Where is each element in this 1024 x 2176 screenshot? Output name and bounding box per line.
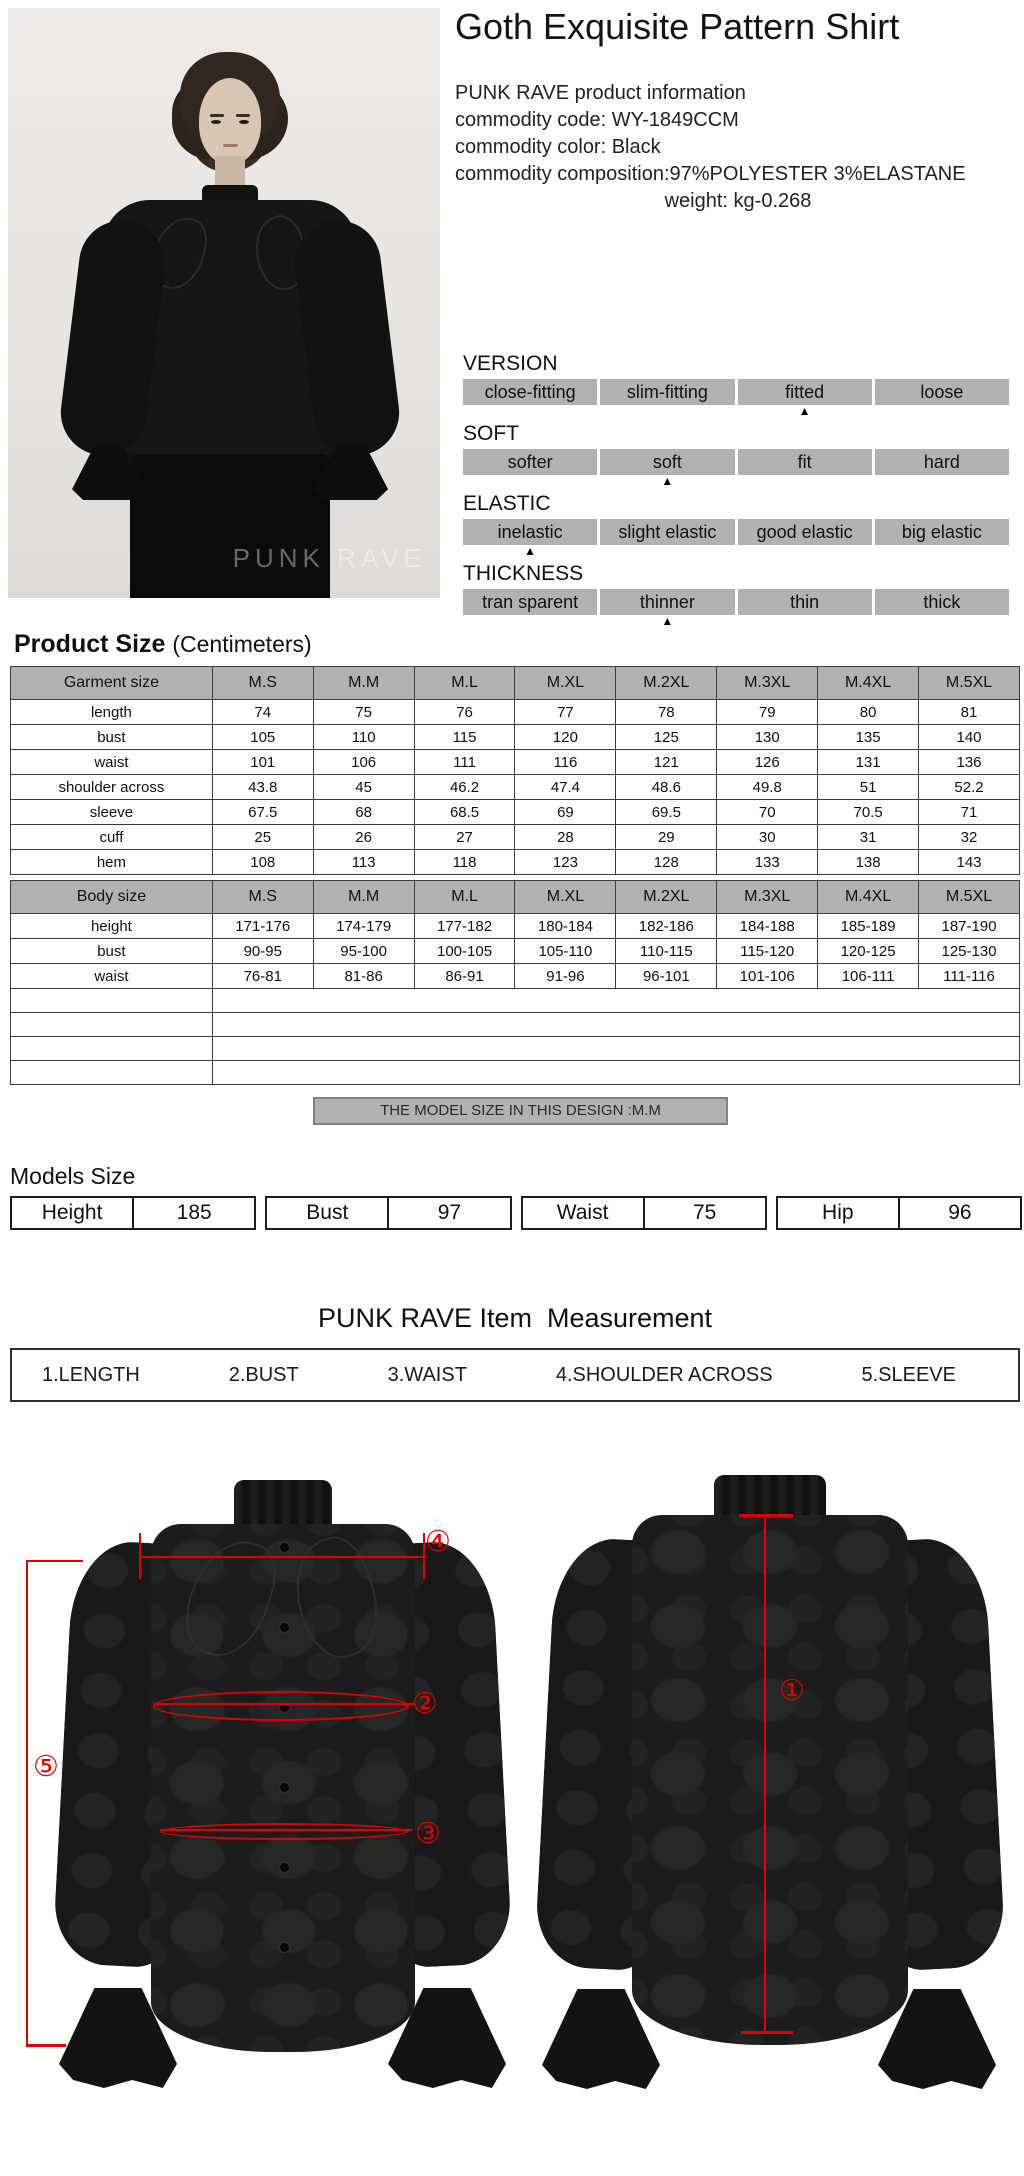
cell-value: 111-116: [919, 964, 1020, 989]
model-face: [199, 78, 261, 164]
attribute-option: slight elastic: [600, 519, 734, 545]
page-title: Goth Exquisite Pattern Shirt: [455, 6, 900, 47]
cell-value: 69: [515, 800, 616, 825]
cell-value: 95-100: [313, 939, 414, 964]
marker-slot: [463, 475, 597, 488]
bust-measure-ellipse: [153, 1691, 409, 1721]
column-header: Body size: [11, 881, 213, 914]
attribute-options-row: [463, 379, 1009, 405]
cell-value: 115: [414, 725, 515, 750]
model-size-box: [776, 1196, 1022, 1230]
marker-slot: [600, 545, 734, 558]
cell-value: 46.2: [414, 775, 515, 800]
model-size-box: [10, 1196, 256, 1230]
garment-size-table: [10, 666, 1020, 875]
model-size-value: 75: [693, 1201, 717, 1224]
cell-value: 108: [212, 850, 313, 875]
marker-5-sleeve: ⑤: [33, 1749, 59, 1783]
cell-value: 140: [919, 725, 1020, 750]
button: [279, 1622, 290, 1633]
cell-value: 101: [212, 750, 313, 775]
sleeve-measure-tick: [26, 2044, 66, 2047]
attribute-option: good elastic: [738, 519, 872, 545]
cell-value: 136: [919, 750, 1020, 775]
attribute-option: fit: [738, 449, 872, 475]
cell-value: 118: [414, 850, 515, 875]
table-row: [11, 850, 1020, 875]
measurement-item: 1.LENGTH: [42, 1363, 140, 1386]
attribute-option: big elastic: [875, 519, 1009, 545]
cell-value: 26: [313, 825, 414, 850]
measurement-item: 3.WAIST: [387, 1363, 467, 1386]
length-measure-tick: [741, 2031, 793, 2034]
empty-row-label: [11, 989, 213, 1013]
model-mouth: [223, 144, 238, 147]
attribute-options-row: [463, 589, 1009, 615]
selected-marker-icon: ▲: [661, 614, 674, 628]
column-header: M.L: [414, 667, 515, 700]
garment-wrap-grid: [10, 666, 1020, 875]
column-header: M.5XL: [919, 667, 1020, 700]
cell-value: 74: [212, 700, 313, 725]
waist-measure-ellipse: [160, 1823, 408, 1840]
model-eye: [211, 120, 221, 124]
body-wrap-grid: [10, 880, 1020, 1085]
cell-value: 135: [818, 725, 919, 750]
marker-slot: [875, 405, 1009, 418]
length-measure-tick: [739, 1514, 793, 1517]
product-info: [455, 80, 1021, 215]
cell-value: 113: [313, 850, 414, 875]
model-size-label: Waist: [523, 1198, 645, 1228]
cell-value: 30: [717, 825, 818, 850]
attribute-section: [463, 422, 1009, 488]
item-measurement-box: [10, 1348, 1020, 1402]
marker-2-bust: ②: [412, 1686, 438, 1720]
attribute-options-row: [463, 449, 1009, 475]
column-header: M.S: [212, 881, 313, 914]
models-size-row: [10, 1196, 1022, 1230]
cell-value: 177-182: [414, 914, 515, 939]
column-header: M.M: [313, 881, 414, 914]
info-code-line: commodity code: WY-1849CCM: [455, 109, 739, 131]
selected-marker-icon: ▲: [798, 404, 811, 418]
table-row: [11, 700, 1020, 725]
attribute-option: inelastic: [463, 519, 597, 545]
empty-table-row: [11, 1061, 1020, 1085]
info-brand-line: PUNK RAVE product information: [455, 82, 746, 104]
column-header: M.3XL: [717, 667, 818, 700]
cell-value: 31: [818, 825, 919, 850]
cell-value: 128: [616, 850, 717, 875]
cell-value: 81-86: [313, 964, 414, 989]
item-measurement-heading: PUNK RAVE Item Measurement: [317, 1303, 713, 1333]
cell-value: 171-176: [212, 914, 313, 939]
measurement-item: 4.SHOULDER ACROSS: [555, 1363, 773, 1386]
table-row: [11, 800, 1020, 825]
cell-value: 90-95: [212, 939, 313, 964]
cell-value: 121: [616, 750, 717, 775]
model-size-note: THE MODEL SIZE IN THIS DESIGN :M.M: [313, 1097, 728, 1125]
cell-value: 115-120: [717, 939, 818, 964]
column-header: M.L: [414, 881, 515, 914]
marker-slot: [738, 545, 872, 558]
model-brow: [210, 114, 224, 117]
row-label: waist: [11, 964, 213, 989]
cell-value: 110-115: [616, 939, 717, 964]
attribute-option: thin: [738, 589, 872, 615]
marker-slot: [463, 405, 597, 418]
model-size-label: Height: [12, 1198, 134, 1228]
cell-value: 174-179: [313, 914, 414, 939]
button: [279, 1862, 290, 1873]
attribute-heading: ELASTIC: [463, 492, 551, 515]
length-measure-line: [764, 1516, 766, 2034]
empty-row-label: [11, 1037, 213, 1061]
attribute-option: soft: [600, 449, 734, 475]
cell-value: 76: [414, 700, 515, 725]
model-size-value: 97: [437, 1201, 462, 1224]
table-row: [11, 725, 1020, 750]
row-label: height: [11, 914, 213, 939]
cell-value: 110: [313, 725, 414, 750]
column-header: M.3XL: [717, 881, 818, 914]
attribute-heading: THICKNESS: [463, 562, 584, 585]
cell-value: 105: [212, 725, 313, 750]
info-color-line: commodity color: Black: [455, 136, 661, 158]
shoulder-measure-line: [140, 1556, 425, 1558]
cell-value: 100-105: [414, 939, 515, 964]
sleeve-measure-line: [26, 1560, 28, 2046]
row-label: hem: [11, 850, 213, 875]
marker-3-waist: ③: [415, 1816, 441, 1850]
row-label: bust: [11, 725, 213, 750]
product-size-heading-unit: (Centimeters): [172, 631, 312, 657]
model-size-label: Hip: [778, 1198, 900, 1228]
back-collar: [714, 1475, 826, 1519]
sleeve-measure-tick: [26, 1560, 83, 1562]
attribute-option: slim-fitting: [600, 379, 734, 405]
item-measurement-items: [12, 1350, 1018, 1400]
attribute-option: softer: [463, 449, 597, 475]
column-header: Garment size: [11, 667, 213, 700]
cell-value: 70.5: [818, 800, 919, 825]
marker-slot: [875, 545, 1009, 558]
column-header: M.5XL: [919, 881, 1020, 914]
cell-value: 116: [515, 750, 616, 775]
cell-value: 130: [717, 725, 818, 750]
attribute-marker-row: [463, 405, 1009, 418]
model-size-box: [265, 1196, 511, 1230]
empty-row-cell: [212, 1013, 1019, 1037]
attribute-option: thick: [875, 589, 1009, 615]
front-torso: [151, 1524, 415, 2052]
cell-value: 69.5: [616, 800, 717, 825]
cell-value: 29: [616, 825, 717, 850]
model-photo: [8, 8, 440, 598]
cell-value: 105-110: [515, 939, 616, 964]
body-size-table: [10, 880, 1020, 1085]
cell-value: 80: [818, 700, 919, 725]
attribute-option: tran sparent: [463, 589, 597, 615]
cell-value: 76-81: [212, 964, 313, 989]
attribute-heading: VERSION: [463, 352, 558, 375]
button: [279, 1542, 290, 1553]
attribute-heading: SOFT: [463, 422, 519, 445]
empty-table-row: [11, 1013, 1020, 1037]
table-row: [11, 825, 1020, 850]
marker-4-shoulder: ④: [425, 1524, 451, 1558]
attribute-sections: [463, 352, 1009, 632]
button: [279, 1782, 290, 1793]
table-row: [11, 914, 1020, 939]
button: [279, 1942, 290, 1953]
column-header: M.4XL: [818, 667, 919, 700]
table-row: [11, 939, 1020, 964]
empty-row-cell: [212, 1037, 1019, 1061]
info-weight-line: weight: kg-0.268: [664, 190, 812, 212]
embroidery-swirl: [174, 1529, 285, 1667]
front-collar: [234, 1480, 332, 1530]
attribute-option: close-fitting: [463, 379, 597, 405]
column-header: M.M: [313, 667, 414, 700]
model-size-value: 96: [948, 1201, 972, 1224]
marker-slot: [875, 615, 1009, 628]
empty-row-cell: [212, 1061, 1019, 1085]
marker-slot: [875, 475, 1009, 488]
attribute-section: [463, 492, 1009, 558]
cell-value: 75: [313, 700, 414, 725]
cell-value: 77: [515, 700, 616, 725]
cell-value: 120: [515, 725, 616, 750]
cell-value: 125-130: [919, 939, 1020, 964]
cell-value: 78: [616, 700, 717, 725]
cell-value: 131: [818, 750, 919, 775]
empty-row-label: [11, 1061, 213, 1085]
cell-value: 123: [515, 850, 616, 875]
cell-value: 25: [212, 825, 313, 850]
cell-value: 86-91: [414, 964, 515, 989]
attribute-section: [463, 352, 1009, 418]
model-size-value: 185: [176, 1201, 212, 1224]
attribute-marker-row: [463, 545, 1009, 558]
cell-value: 28: [515, 825, 616, 850]
cell-value: 187-190: [919, 914, 1020, 939]
cell-value: 43.8: [212, 775, 313, 800]
cell-value: 182-186: [616, 914, 717, 939]
cell-value: 51: [818, 775, 919, 800]
cell-value: 68: [313, 800, 414, 825]
table-header-row: [11, 667, 1020, 700]
model-size-box: [521, 1196, 767, 1230]
measurement-item: 5.SLEEVE: [861, 1363, 956, 1386]
cell-value: 70: [717, 800, 818, 825]
column-header: M.XL: [515, 881, 616, 914]
attribute-section: [463, 562, 1009, 628]
cell-value: 106: [313, 750, 414, 775]
attribute-option: thinner: [600, 589, 734, 615]
cell-value: 96-101: [616, 964, 717, 989]
cell-value: 126: [717, 750, 818, 775]
marker-slot: [600, 405, 734, 418]
back-torso: [632, 1515, 908, 2045]
front-shirt-diagram: [55, 1480, 510, 2092]
column-header: M.4XL: [818, 881, 919, 914]
attribute-option: fitted: [738, 379, 872, 405]
cell-value: 125: [616, 725, 717, 750]
info-composition-line: commodity composition:97%POLYESTER 3%ELASTANE: [455, 163, 966, 185]
selected-marker-icon: ▲: [524, 544, 537, 558]
column-header: M.XL: [515, 667, 616, 700]
column-header: M.S: [212, 667, 313, 700]
column-header: M.2XL: [616, 667, 717, 700]
attribute-option: loose: [875, 379, 1009, 405]
table-row: [11, 775, 1020, 800]
cell-value: 68.5: [414, 800, 515, 825]
attribute-marker-row: [463, 615, 1009, 628]
column-header: M.2XL: [616, 881, 717, 914]
row-label: cuff: [11, 825, 213, 850]
product-size-heading-bold: Product Size: [14, 630, 166, 658]
row-label: length: [11, 700, 213, 725]
row-label: bust: [11, 939, 213, 964]
empty-row-label: [11, 1013, 213, 1037]
cell-value: 49.8: [717, 775, 818, 800]
cell-value: 27: [414, 825, 515, 850]
cell-value: 52.2: [919, 775, 1020, 800]
marker-slot: [463, 615, 597, 628]
cell-value: 138: [818, 850, 919, 875]
cell-value: 120-125: [818, 939, 919, 964]
selected-marker-icon: ▲: [661, 474, 674, 488]
attribute-marker-row: [463, 475, 1009, 488]
product-size-heading: [14, 630, 312, 659]
attribute-option: hard: [875, 449, 1009, 475]
model-size-label: Bust: [267, 1198, 389, 1228]
cell-value: 185-189: [818, 914, 919, 939]
cell-value: 133: [717, 850, 818, 875]
empty-table-row: [11, 1037, 1020, 1061]
cell-value: 180-184: [515, 914, 616, 939]
model-eye: [239, 120, 249, 124]
cell-value: 32: [919, 825, 1020, 850]
row-label: sleeve: [11, 800, 213, 825]
empty-table-row: [11, 989, 1020, 1013]
table-header-row: [11, 881, 1020, 914]
cell-value: 67.5: [212, 800, 313, 825]
cell-value: 71: [919, 800, 1020, 825]
embroidery-swirl: [280, 1529, 391, 1667]
cell-value: 45: [313, 775, 414, 800]
model-brow: [236, 114, 250, 117]
back-shirt-diagram: [540, 1475, 1000, 2091]
table-row: [11, 750, 1020, 775]
table-row: [11, 964, 1020, 989]
measurement-item: 2.BUST: [228, 1363, 299, 1386]
marker-1-length: ①: [779, 1673, 805, 1707]
models-size-heading: Models Size: [10, 1163, 136, 1189]
brand-watermark: PUNK RAVE: [232, 543, 426, 573]
attribute-options-row: [463, 519, 1009, 545]
cell-value: 81: [919, 700, 1020, 725]
cell-value: 106-111: [818, 964, 919, 989]
cell-value: 91-96: [515, 964, 616, 989]
row-label: shoulder across: [11, 775, 213, 800]
cell-value: 111: [414, 750, 515, 775]
marker-slot: [738, 615, 872, 628]
cell-value: 184-188: [717, 914, 818, 939]
cell-value: 143: [919, 850, 1020, 875]
cell-value: 79: [717, 700, 818, 725]
marker-slot: [738, 475, 872, 488]
cell-value: 47.4: [515, 775, 616, 800]
row-label: waist: [11, 750, 213, 775]
model-trousers: [130, 454, 330, 598]
cell-value: 101-106: [717, 964, 818, 989]
cell-value: 48.6: [616, 775, 717, 800]
empty-row-cell: [212, 989, 1019, 1013]
shoulder-measure-tick: [139, 1533, 141, 1579]
